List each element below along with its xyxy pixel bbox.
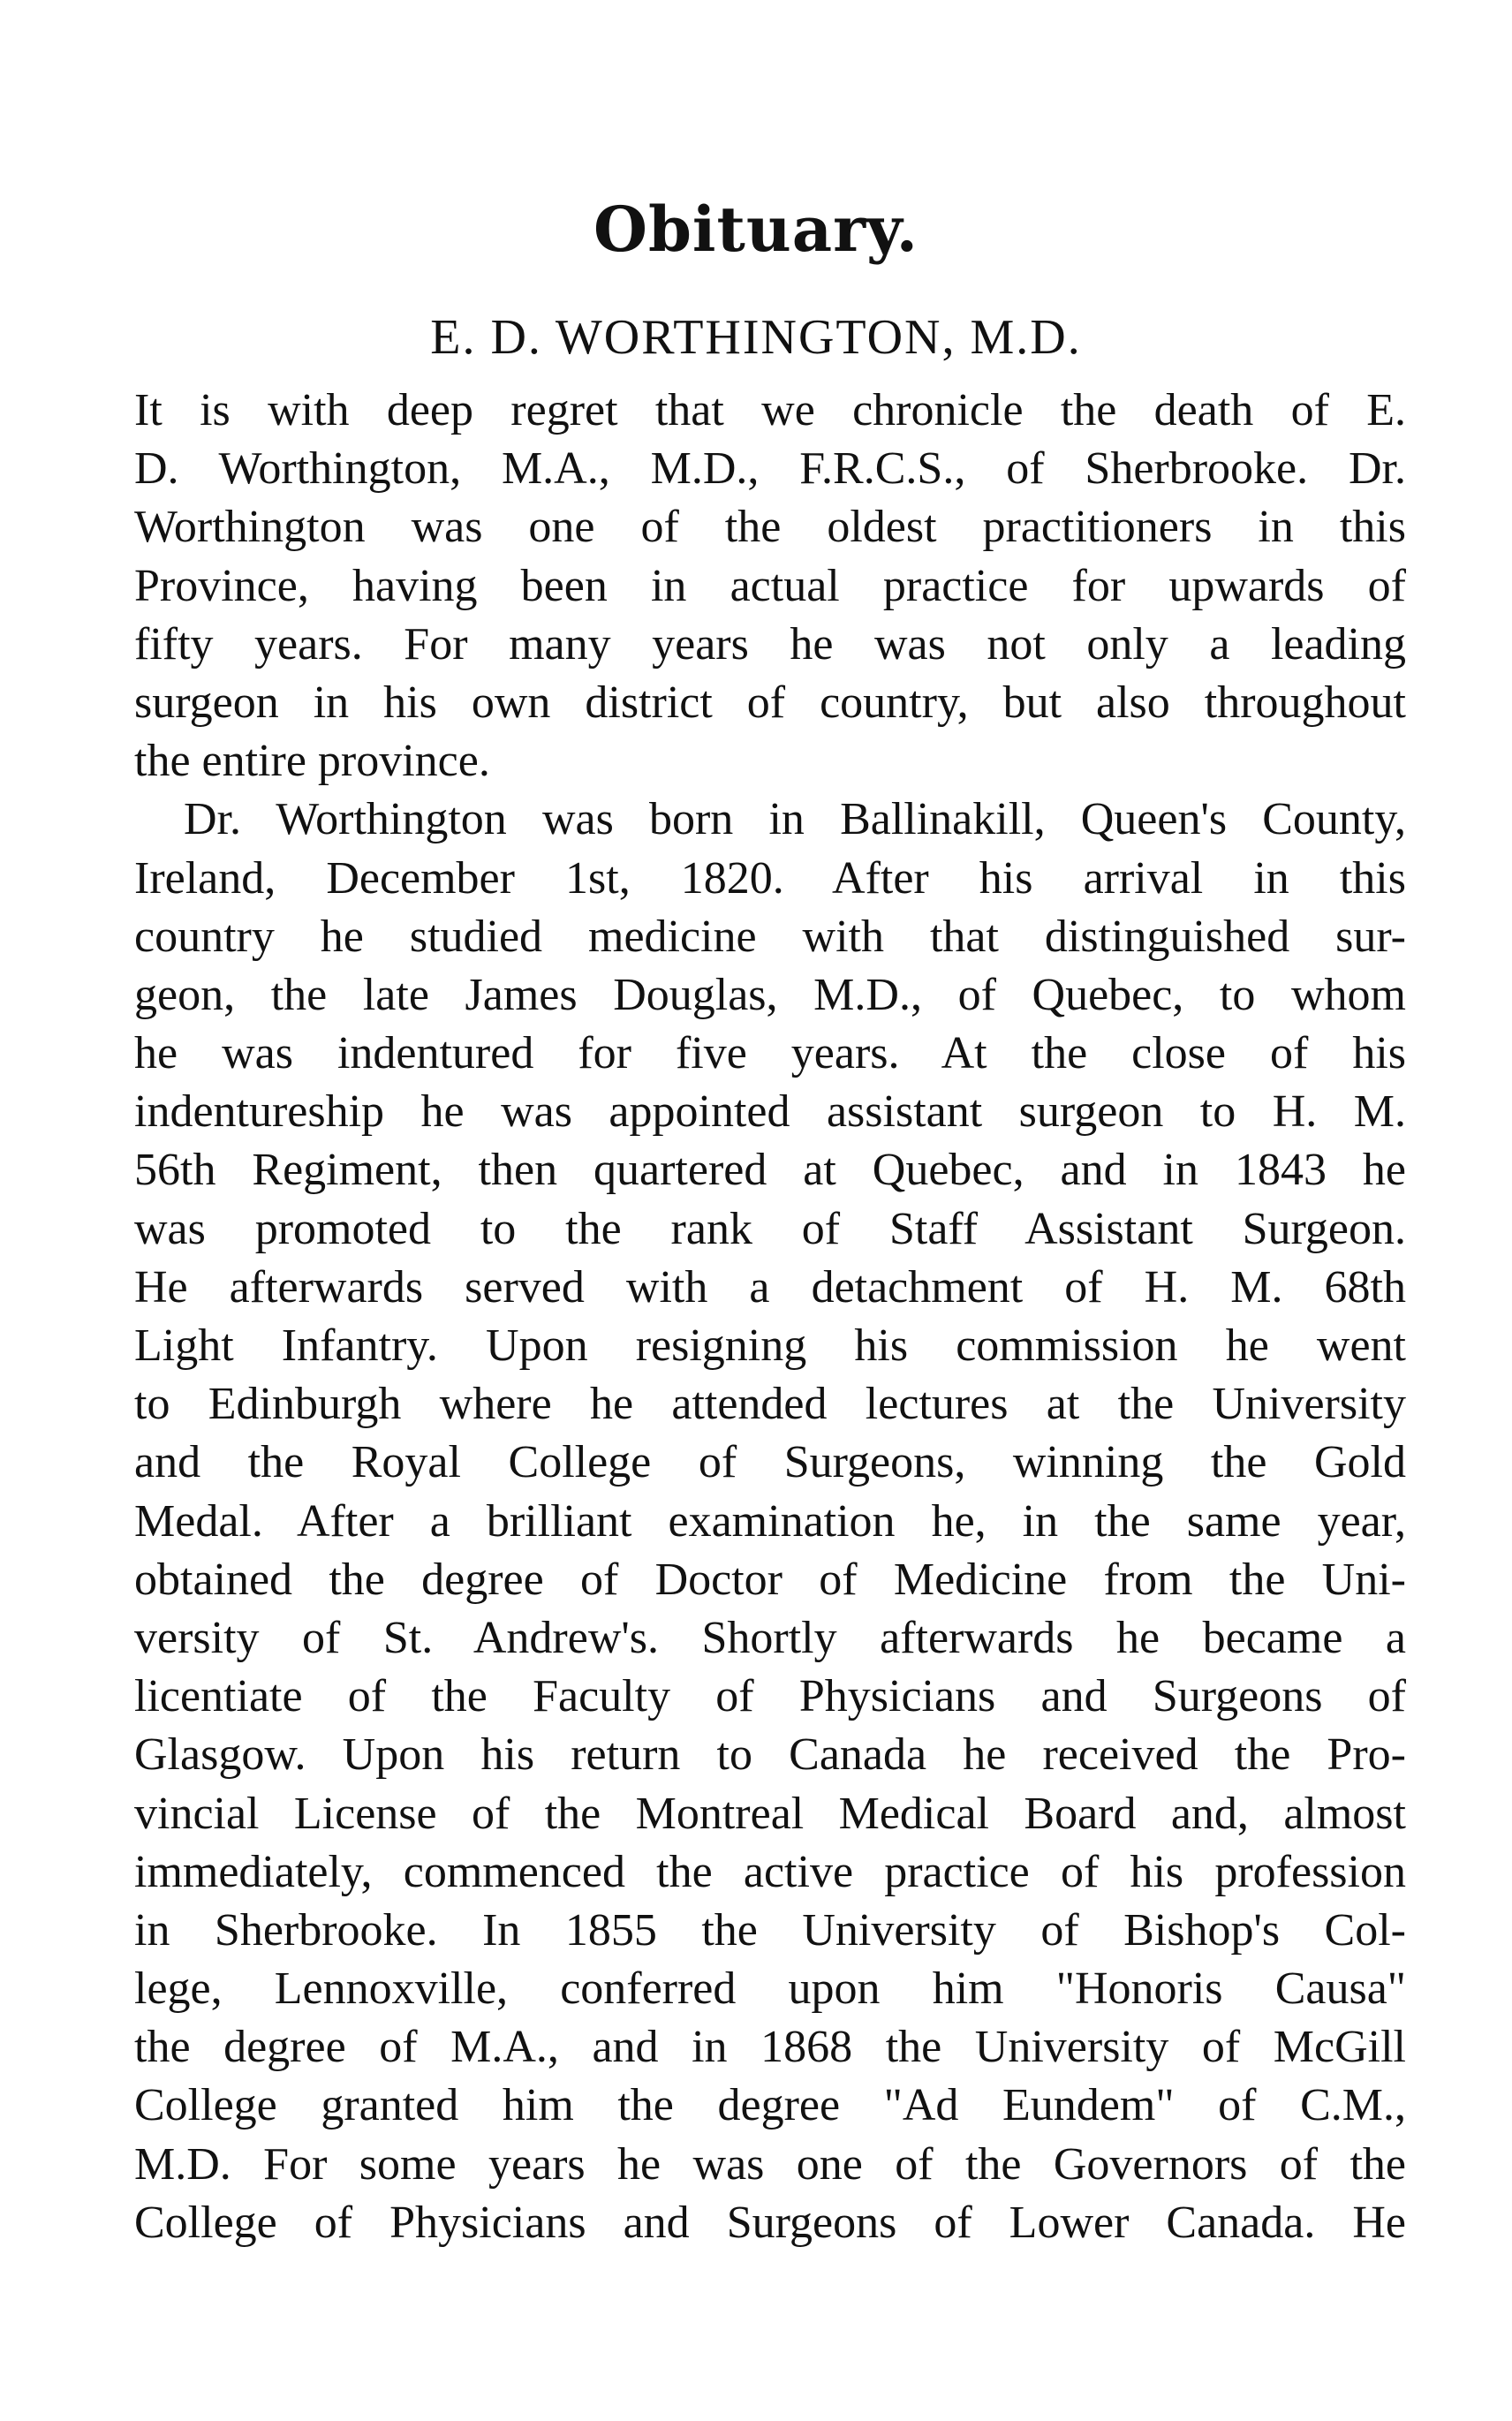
text-line: Province, having been in actual practice for upwards of	[134, 560, 1406, 611]
obituary-body	[134, 382, 1406, 2252]
text-line: licentiate of the Faculty of Physicians and Surgeons of	[134, 1671, 1406, 1722]
text-line: versity of St. Andrew's. Shortly afterwards he became a	[134, 1612, 1406, 1663]
text-line: He afterwards served with a detachment of H. M. 68th	[134, 1261, 1406, 1313]
text-line: to Edinburgh where he attended lectures at the University	[134, 1379, 1406, 1430]
text-line: lege, Lennoxville, conferred upon him "Honoris Causa"	[134, 1963, 1406, 2015]
text-line: geon, the late James Douglas, M.D., of Quebec, to whom	[134, 969, 1406, 1020]
text-line: the entire province.	[134, 736, 490, 787]
text-line: the degree of M.A., and in 1868 the University of McGill	[134, 2022, 1406, 2073]
text-line: College granted him the degree "Ad Eundem" of C.M.,	[134, 2080, 1406, 2131]
text-line: fifty years. For many years he was not only a leading	[134, 618, 1406, 670]
obituary-subtitle: E. D. WORTHINGTON, M.D.	[430, 310, 1082, 365]
text-line: Glasgow. Upon his return to Canada he received the Pro-	[134, 1729, 1406, 1781]
text-line: obtained the degree of Doctor of Medicine from the Uni-	[134, 1554, 1406, 1605]
text-line: It is with deep regret that we chronicle the death of E.	[134, 385, 1406, 435]
text-line: 56th Regiment, then quartered at Quebec, and in 1843 he	[134, 1145, 1406, 1196]
text-line: immediately, commenced the active practice of his profession	[134, 1846, 1406, 1897]
text-line: Ireland, December 1st, 1820. After his arrival in this	[134, 852, 1406, 904]
text-line: surgeon in his own district of country, but also throughout	[134, 677, 1406, 728]
text-line: country he studied medicine with that distinguished sur-	[134, 911, 1406, 962]
text-line: vincial License of the Montreal Medical Board and, almost	[134, 1788, 1406, 1839]
page-title: Obituary.	[593, 193, 919, 266]
text-line: he was indentured for five years. At the close of his	[134, 1028, 1406, 1079]
text-line: indentureship he was appointed assistant surgeon to H. M.	[134, 1086, 1406, 1138]
text-line: Dr. Worthington was born in Ballinakill, Queen's County,	[184, 794, 1406, 845]
text-line: was promoted to the rank of Staff Assistant Surgeon.	[134, 1203, 1406, 1254]
text-line: Light Infantry. Upon resigning his commission he went	[134, 1320, 1406, 1371]
text-line: Worthington was one of the oldest practitioners in this	[134, 502, 1406, 553]
text-line: Medal. After a brilliant examination he, in the same year,	[134, 1495, 1406, 1547]
text-line: in Sherbrooke. In 1855 the University of Bishop's Col-	[134, 1904, 1406, 1956]
text-line: D. Worthington, M.A., M.D., F.R.C.S., of Sherbrooke. Dr.	[134, 443, 1406, 495]
text-line: M.D. For some years he was one of the Governors of the	[134, 2138, 1406, 2190]
text-line: and the Royal College of Surgeons, winning the Gold	[134, 1437, 1406, 1488]
text-line: College of Physicians and Surgeons of Lower Canada. He	[134, 2197, 1406, 2248]
